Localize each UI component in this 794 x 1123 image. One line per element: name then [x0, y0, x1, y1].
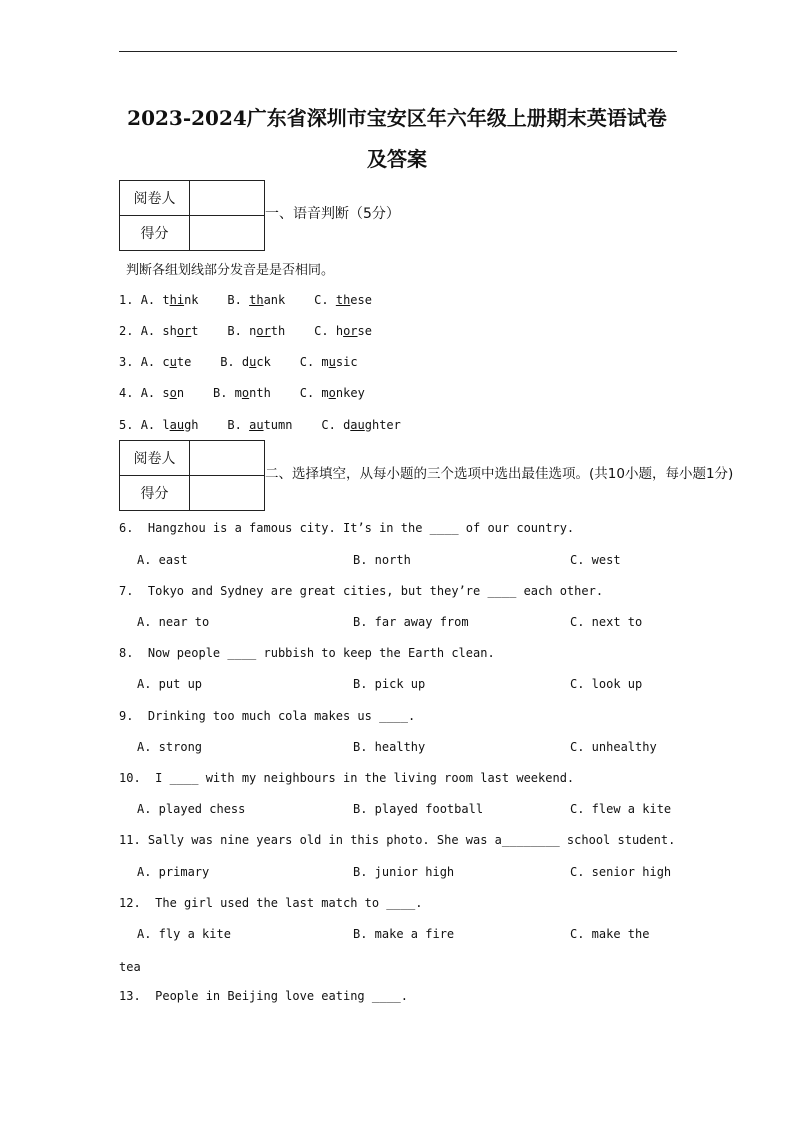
page-title-line2: 及答案 [367, 147, 427, 171]
grader-box-2 [119, 440, 265, 511]
phonics-item: 3. A. cute B. duck C. music [119, 355, 358, 369]
option-a: A. near to [137, 615, 210, 629]
score-label: 得分 [120, 476, 190, 511]
phonics-item: 5. A. laugh B. autumn C. daughter [119, 418, 401, 432]
option-c: C. flew a kite [570, 802, 672, 816]
option-a: A. fly a kite [137, 927, 231, 941]
question-stem: 8. Now people ____ rubbish to keep the Earth clean. [119, 646, 495, 660]
grader-box-1 [119, 180, 265, 251]
question-stem: 6. Hangzhou is a famous city. It’s in the ____ of our country. [119, 521, 575, 535]
section2-heading: 二、选择填空，从每小题的三个选项中选出最佳选项。(共10小题，每小题1分) [265, 466, 734, 482]
option-c: C. look up [570, 677, 643, 691]
option-a: A. strong [137, 740, 203, 754]
reviewer-label: 阅卷人 [120, 441, 190, 476]
option-a: A. played chess [137, 802, 246, 816]
question-stem: 9. Drinking too much cola makes us ____. [119, 709, 416, 723]
option-c: C. west [570, 553, 621, 567]
phonics-item: 1. A. think B. thank C. these [119, 293, 372, 307]
option-b: B. played football [353, 802, 484, 816]
question-stem: 7. Tokyo and Sydney are great cities, but they’re ____ each other. [119, 584, 604, 598]
reviewer-cell [190, 441, 265, 476]
option-a: A. put up [137, 677, 203, 691]
phonics-item: 4. A. son B. month C. monkey [119, 386, 365, 400]
option-c: C. make the [570, 927, 650, 941]
option-b: B. far away from [353, 615, 469, 629]
score-cell [190, 476, 265, 511]
option-b: B. make a fire [353, 927, 455, 941]
option-c: C. senior high [570, 865, 672, 879]
option-b: B. healthy [353, 740, 426, 754]
question-stem: 11. Sally was nine years old in this photo. She was a________ school student. [119, 833, 676, 847]
question-stem: 13. People in Beijing love eating ____. [119, 989, 408, 1003]
question-stem: 12. The girl used the last match to ____. [119, 896, 423, 910]
option-c: C. unhealthy [570, 740, 657, 754]
option-b: B. junior high [353, 865, 455, 879]
score-label: 得分 [120, 216, 190, 251]
section1-instruction: 判断各组划线部分发音是是否相同。 [126, 263, 335, 278]
phonics-item: 2. A. short B. north C. horse [119, 324, 372, 338]
option-c: C. next to [570, 615, 643, 629]
page-title: 2023-2024广东省深圳市宝安区年六年级上册期末英语试卷 [127, 106, 667, 130]
header-rule [119, 51, 677, 52]
option-c-wrap: tea [119, 960, 141, 974]
option-a: A. primary [137, 865, 210, 879]
section1-heading: 一、语音判断（5分） [265, 206, 400, 222]
option-b: B. pick up [353, 677, 426, 691]
question-stem: 10. I ____ with my neighbours in the living room last weekend. [119, 771, 575, 785]
score-cell [190, 216, 265, 251]
reviewer-label: 阅卷人 [120, 181, 190, 216]
option-b: B. north [353, 553, 411, 567]
reviewer-cell [190, 181, 265, 216]
option-a: A. east [137, 553, 188, 567]
